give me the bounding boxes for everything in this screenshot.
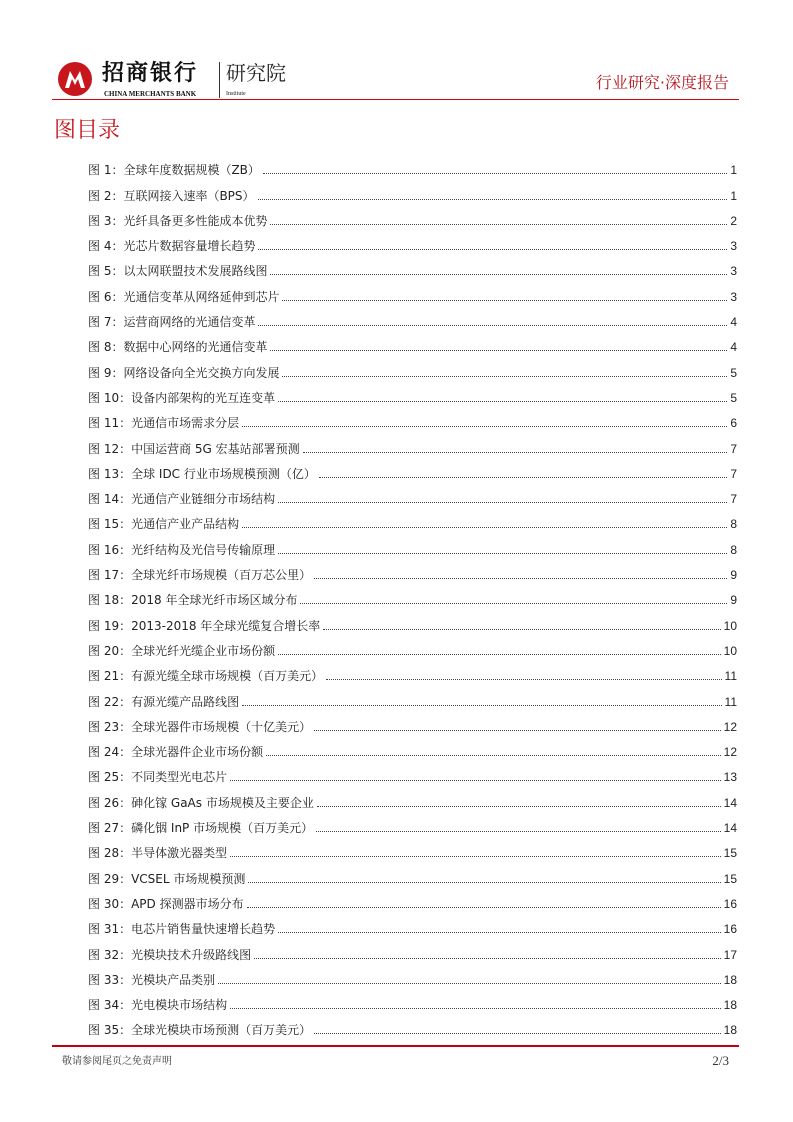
report-type: 行业研究·深度报告 [595,73,729,92]
toc-entry-page: 9 [730,593,737,608]
toc-entry[interactable] [88,735,737,760]
cmb-logo-icon [58,62,92,96]
bank-name: 招商银行 [102,60,199,86]
toc-entry-label: 图 19：2013-2018 年全球光缆复合增长率 [88,618,321,633]
toc-entry-label: 图 2：互联网接入速率（BPS） [88,188,255,203]
dot-leader [326,679,721,680]
toc-entry[interactable] [88,811,737,836]
institute-name: 研究院 [226,61,286,85]
toc-entry-page: 11 [724,694,737,709]
toc-entry-page: 9 [730,568,737,583]
dot-leader [247,907,721,908]
toc-entry-label: 图 13：全球 IDC 行业市场规模预测（亿） [88,466,316,481]
toc-entry-label: 图 35：全球光模块市场预测（百万美元） [88,1023,312,1038]
dot-leader [314,1033,721,1034]
toc-entry[interactable] [88,204,737,229]
toc-entry-page: 17 [723,947,737,962]
toc-entry-label: 图 14：光通信产业链细分市场结构 [88,492,276,507]
toc-entry-label: 图 29：VCSEL 市场规模预测 [88,871,246,886]
toc-entry[interactable] [88,1013,737,1038]
page-number: 2/3 [712,1053,729,1068]
toc-entry-page: 12 [723,745,737,760]
page-title: 图目录 [54,118,121,143]
dot-leader [314,578,727,579]
toc-entry[interactable] [88,912,737,937]
toc-entry-label: 图 30：APD 探测器市场分布 [88,896,244,911]
toc-entry-page: 1 [730,163,737,178]
toc-entry-label: 图 1：全球年度数据规模（ZB） [88,163,260,178]
header-divider [52,99,739,100]
toc-entry-label: 图 11：光通信市场需求分层 [88,416,240,431]
toc-entry-label: 图 16：光纤结构及光信号传输原理 [88,542,276,557]
toc-entry[interactable] [88,381,737,406]
dot-leader [282,300,727,301]
toc-entry[interactable] [88,279,737,304]
toc-entry[interactable] [88,988,737,1013]
dot-leader [242,705,721,706]
dot-leader [258,249,727,250]
toc-entry[interactable] [88,558,737,583]
toc-entry-page: 18 [723,972,737,987]
toc-entry-label: 图 10：设备内部架构的光互连变革 [88,390,276,405]
dot-leader [263,173,727,174]
toc-entry[interactable] [88,963,737,988]
toc-entry-label: 图 22：有源光缆产品路线图 [88,694,240,709]
toc-entry-label: 图 6：光通信变革从网络延伸到芯片 [88,289,280,304]
toc-entry[interactable] [88,254,737,279]
dot-leader [300,603,727,604]
toc-entry-page: 10 [723,618,737,633]
dot-leader [316,831,721,832]
dot-leader [323,629,720,630]
toc-entry-label: 图 21：有源光缆全球市场规模（百万美元） [88,669,324,684]
dot-leader [230,1008,721,1009]
toc-entry-label: 图 8：数据中心网络的光通信变革 [88,340,268,355]
toc-entry[interactable] [88,887,737,912]
toc-entry[interactable] [88,608,737,633]
toc-entry[interactable] [88,532,737,557]
toc-entry-page: 6 [730,416,737,431]
figure-list [88,153,737,1038]
toc-entry-page: 1 [730,188,737,203]
header-separator [219,62,220,98]
toc-entry-page: 3 [730,239,737,254]
toc-entry-page: 7 [730,441,737,456]
toc-entry-page: 15 [723,846,737,861]
dot-leader [319,477,727,478]
toc-entry-label: 图 32：光模块技术升级路线图 [88,947,252,962]
toc-entry-label: 图 9：网络设备向全光交换方向发展 [88,365,280,380]
toc-entry-label: 图 25：不同类型光电芯片 [88,770,228,785]
toc-entry-page: 16 [723,922,737,937]
toc-entry-page: 5 [730,390,737,405]
toc-entry-page: 10 [723,643,737,658]
toc-entry-label: 图 34：光电模块市场结构 [88,998,228,1013]
toc-entry-page: 14 [723,795,737,810]
toc-entry[interactable] [88,457,737,482]
dot-leader [266,755,721,756]
dot-leader [317,806,721,807]
institute-name-en: Institute [226,91,246,97]
dot-leader [270,224,727,225]
toc-entry[interactable] [88,406,737,431]
toc-entry-page: 18 [723,998,737,1013]
dot-leader [242,426,727,427]
toc-entry-page: 15 [723,871,737,886]
dot-leader [278,553,727,554]
toc-entry[interactable] [88,937,737,962]
toc-entry-label: 图 15：光通信产业产品结构 [88,517,240,532]
toc-entry[interactable] [88,861,737,886]
toc-entry[interactable] [88,659,737,684]
toc-entry[interactable] [88,760,737,785]
bank-name-en: CHINA MERCHANTS BANK [104,90,197,98]
toc-entry-label: 图 4：光芯片数据容量增长趋势 [88,239,256,254]
toc-entry-page: 3 [730,264,737,279]
toc-entry-label: 图 24：全球光器件企业市场份额 [88,745,264,760]
toc-entry[interactable] [88,229,737,254]
toc-entry-page: 7 [730,466,737,481]
toc-entry[interactable] [88,330,737,355]
dot-leader [314,730,721,731]
footer-disclaimer: 敬请参阅尾页之免责声明 [62,1056,172,1067]
toc-entry-page: 4 [730,340,737,355]
toc-entry-page: 13 [723,770,737,785]
toc-entry-page: 5 [730,365,737,380]
toc-entry[interactable] [88,178,737,203]
toc-entry[interactable] [88,634,737,659]
toc-entry-label: 图 17：全球光纤市场规模（百万芯公里） [88,568,312,583]
toc-entry[interactable] [88,583,737,608]
toc-entry-page: 8 [730,517,737,532]
dot-leader [218,983,721,984]
toc-entry[interactable] [88,836,737,861]
footer-divider [52,1045,739,1047]
dot-leader [242,527,727,528]
toc-entry[interactable] [88,507,737,532]
dot-leader [278,654,721,655]
toc-entry-page: 4 [730,315,737,330]
dot-leader [282,376,727,377]
toc-entry-page: 2 [730,213,737,228]
dot-leader [254,958,721,959]
toc-entry-page: 3 [730,289,737,304]
toc-entry[interactable] [88,355,737,380]
dot-leader [258,199,728,200]
toc-entry[interactable] [88,431,737,456]
dot-leader [258,325,727,326]
toc-entry-label: 图 26：砷化镓 GaAs 市场规模及主要企业 [88,795,314,810]
toc-entry-page: 14 [723,821,737,836]
toc-entry-page: 11 [724,669,737,684]
toc-entry[interactable] [88,684,737,709]
dot-leader [303,452,728,453]
toc-entry[interactable] [88,785,737,810]
toc-entry-label: 图 23：全球光器件市场规模（十亿美元） [88,719,312,734]
dot-leader [248,882,720,883]
toc-entry[interactable] [88,482,737,507]
toc-entry-page: 7 [730,492,737,507]
toc-entry-label: 图 7：运营商网络的光通信变革 [88,315,256,330]
toc-entry-page: 18 [723,1023,737,1038]
toc-entry-label: 图 18：2018 年全球光纤市场区域分布 [88,593,298,608]
dot-leader [270,350,727,351]
toc-entry[interactable] [88,153,737,178]
toc-entry-label: 图 33：光模块产品类别 [88,972,216,987]
toc-entry-page: 12 [723,719,737,734]
toc-entry[interactable] [88,710,737,735]
dot-leader [278,401,727,402]
toc-entry-label: 图 12：中国运营商 5G 宏基站部署预测 [88,441,300,456]
toc-entry-label: 图 27：磷化铟 InP 市场规模（百万美元） [88,821,314,836]
toc-entry-label: 图 3：光纤具备更多性能成本优势 [88,213,268,228]
toc-entry-page: 8 [730,542,737,557]
toc-entry-label: 图 20：全球光纤光缆企业市场份额 [88,643,276,658]
toc-entry-label: 图 28：半导体激光器类型 [88,846,228,861]
toc-entry-page: 16 [723,896,737,911]
dot-leader [278,502,727,503]
dot-leader [230,856,721,857]
toc-entry-label: 图 31：电芯片销售量快速增长趋势 [88,922,276,937]
dot-leader [230,780,721,781]
dot-leader [278,932,721,933]
toc-entry[interactable] [88,305,737,330]
toc-entry-label: 图 5：以太网联盟技术发展路线图 [88,264,268,279]
dot-leader [270,274,727,275]
